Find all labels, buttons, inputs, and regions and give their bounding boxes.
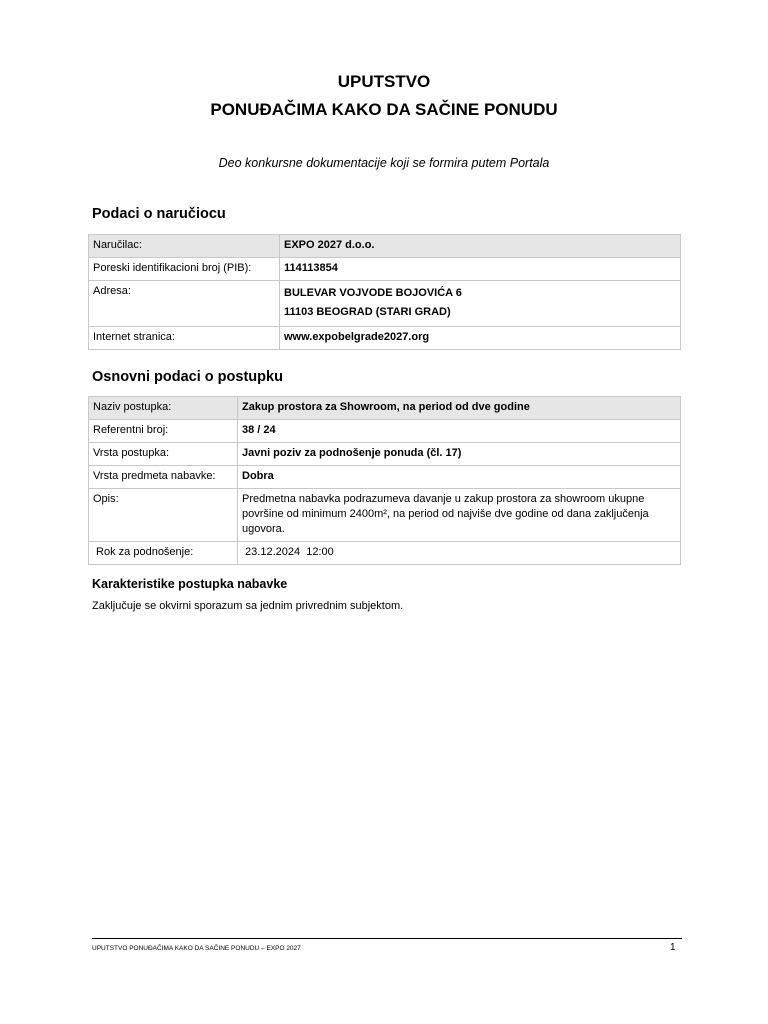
procedure-row-reference (89, 420, 681, 443)
page-number: 1 (670, 942, 676, 953)
document-subtitle: Deo konkursne dokumentacije koji se formira putem Portala (218, 156, 550, 170)
row-value: 23.12.2024 12:00 (238, 542, 681, 565)
characteristics-heading: Karakteristike postupka nabavke (92, 577, 288, 591)
row-value: 38 / 24 (238, 420, 681, 443)
footer-divider (92, 938, 682, 939)
purchaser-row-pib (89, 258, 681, 281)
procedure-row-type (89, 443, 681, 466)
row-value: 114113854 (280, 258, 681, 281)
purchaser-row-website (89, 327, 681, 350)
row-value: Javni poziv za podnošenje ponuda (čl. 17) (238, 443, 681, 466)
row-value: Predmetna nabavka podrazumeva davanje u zakup prostora za showroom ukupne površine od minimum 2400m², na period od najviše dve godine od dana zaključenja ugovora. (238, 489, 681, 542)
title-line-2: PONUĐAČIMA KAKO DA SAČINE PONUDU (210, 100, 558, 119)
row-label: Referentni broj: (89, 420, 238, 443)
row-label: Naziv postupka: (89, 397, 238, 420)
row-value: Dobra (238, 466, 681, 489)
procedure-row-description (89, 489, 681, 542)
characteristics-text: Zaključuje se okvirni sporazum sa jednim privrednim subjektom. (92, 600, 404, 612)
row-label: Poreski identifikacioni broj (PIB): (89, 258, 280, 281)
footer-text: UPUTSTVO PONUĐAČIMA KAKO DA SAČINE PONUDU – EXPO 2027 (92, 945, 301, 952)
address-line-1: BULEVAR VOJVODE BOJOVIĆA 6 (284, 287, 462, 299)
purchaser-row-name (89, 235, 681, 258)
row-value: Zakup prostora za Showroom, na period od dve godine (238, 397, 681, 420)
document-title (0, 68, 768, 124)
procedure-row-deadline (89, 542, 681, 565)
row-label: Vrsta postupka: (89, 443, 238, 466)
row-value: EXPO 2027 d.o.o. (280, 235, 681, 258)
row-label: Opis: (89, 489, 238, 542)
procedure-row-subject-type (89, 466, 681, 489)
row-label: Rok za podnošenje: (89, 542, 238, 565)
purchaser-heading: Podaci o naručiocu (92, 206, 226, 222)
procedure-heading: Osnovni podaci o postupku (92, 369, 283, 385)
row-label: Vrsta predmeta nabavke: (89, 466, 238, 489)
address-line-2: 11103 BEOGRAD (STARI GRAD) (284, 306, 451, 318)
row-label: Adresa: (89, 281, 280, 327)
procedure-row-name (89, 397, 681, 420)
procedure-table (88, 396, 681, 565)
row-value (280, 281, 681, 327)
purchaser-table (88, 234, 681, 350)
row-label: Internet stranica: (89, 327, 280, 350)
purchaser-row-address (89, 281, 681, 327)
title-line-1: UPUTSTVO (337, 72, 431, 91)
website-link[interactable]: www.expobelgrade2027.org (280, 327, 681, 350)
row-label: Naručilac: (89, 235, 280, 258)
